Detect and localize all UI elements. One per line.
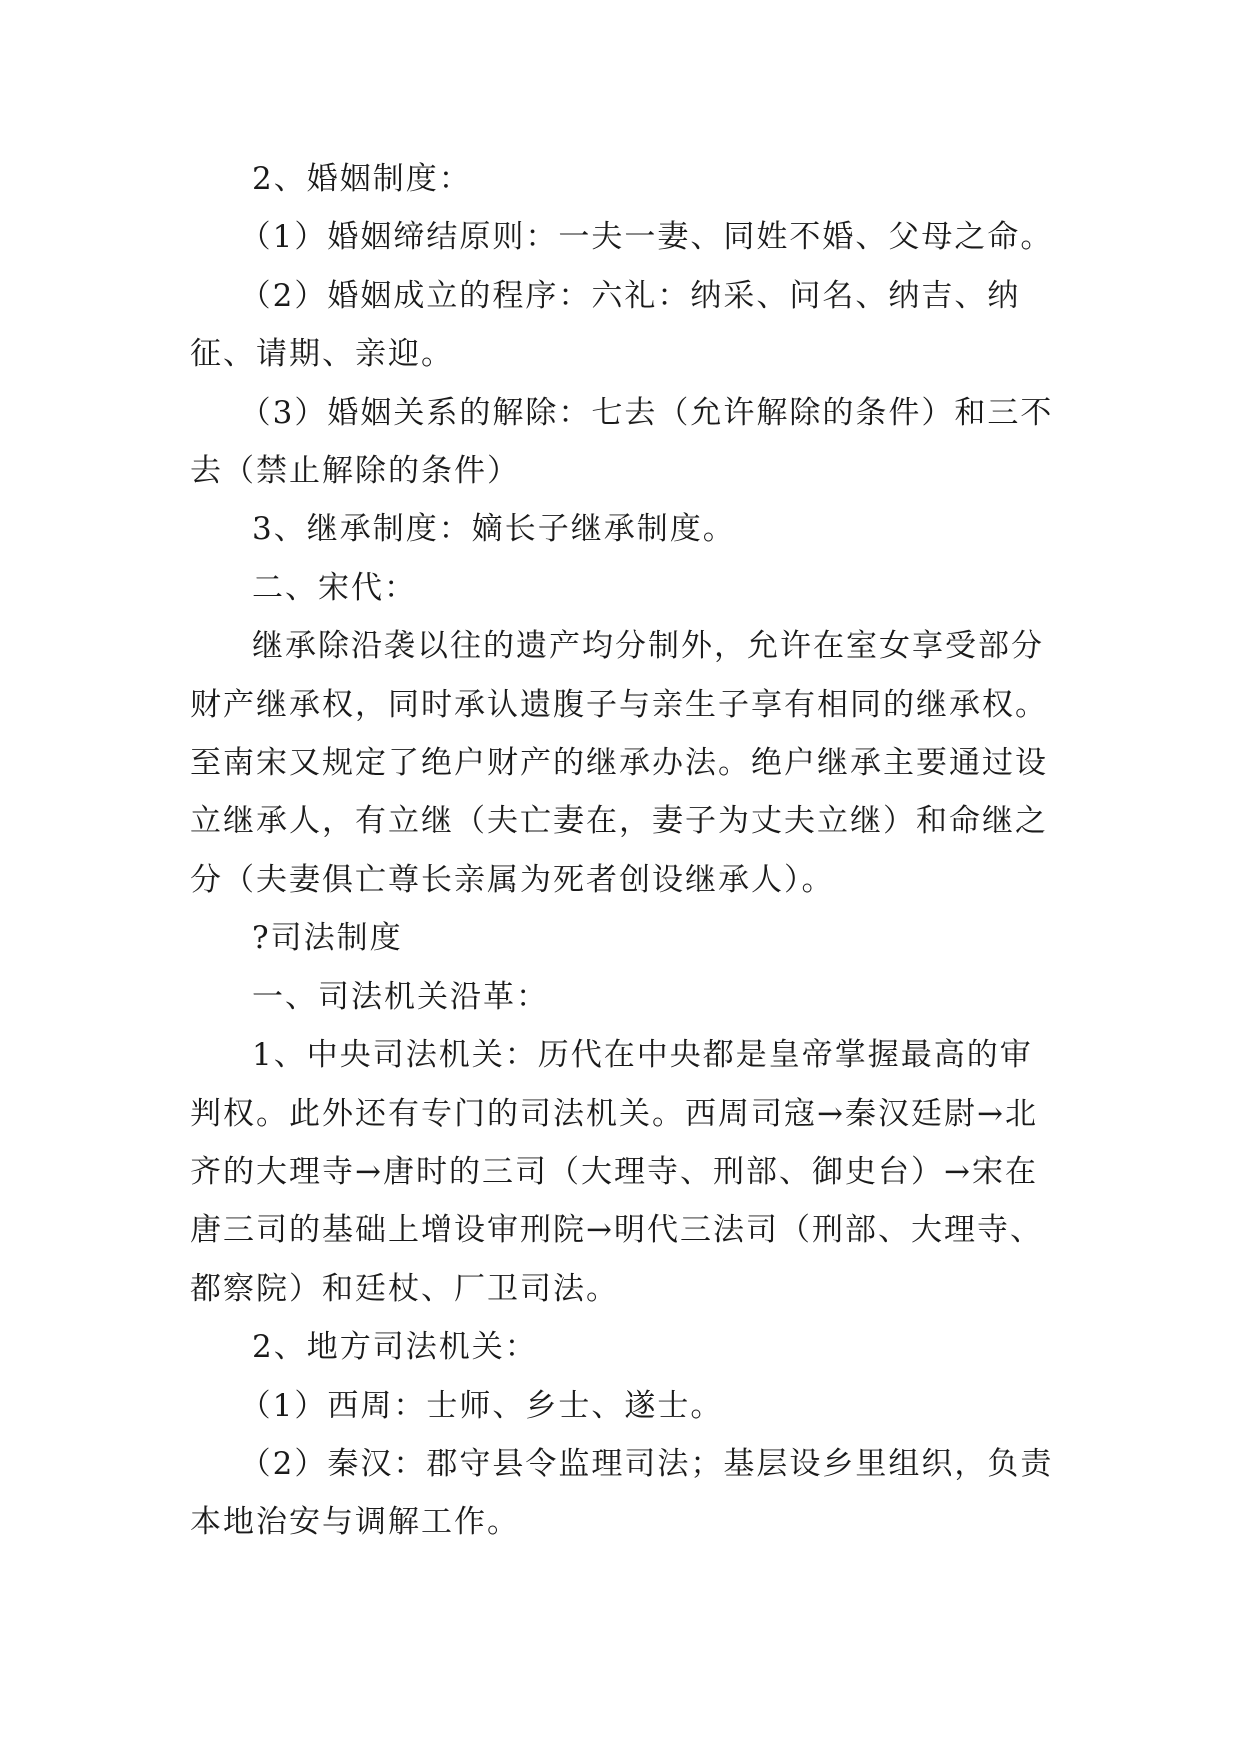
paragraph-western-zhou: （1）西周：士师、乡士、遂士。 bbox=[239, 1387, 724, 1424]
paragraph-judicial-organs-heading: 一、司法机关沿革： bbox=[252, 978, 549, 1015]
paragraph-song-dynasty-heading: 二、宋代： bbox=[252, 569, 417, 606]
paragraph-song-inheritance: 继承除沿袭以往的遗产均分制外，允许在室女享受部分财产继承权，同时承认遗腹子与亲生子享有相同的继承权。至南宋又规定了绝户财产的继承办法。绝户继承主要通过设立继承人，有立继（夫亡妻在，妻子为丈夫立继）和命继之分（夫妻俱亡尊长亲属为死者创设继承人）。 bbox=[190, 628, 1048, 898]
paragraph-marriage-procedure: （2）婚姻成立的程序：六礼：纳采、问名、纳吉、纳征、请期、亲迎。 bbox=[190, 277, 1021, 373]
paragraph-marriage-dissolution: （3）婚姻关系的解除：七去（允许解除的条件）和三不去（禁止解除的条件） bbox=[190, 394, 1054, 490]
paragraph-qin-han: （2）秦汉：郡守县令监理司法；基层设乡里组织，负责本地治安与调解工作。 bbox=[190, 1445, 1054, 1541]
document-body bbox=[190, 150, 1060, 1552]
paragraph-central-judicial-organs: 1、中央司法机关：历代在中央都是皇帝掌握最高的审判权。此外还有专门的司法机关。西周司寇→秦汉廷尉→北齐的大理寺→唐时的三司（大理寺、刑部、御史台）→宋在唐三司的基础上增设审刑院→明代三法司（刑部、大理寺、都察院）和廷杖、厂卫司法。 bbox=[190, 1037, 1043, 1307]
paragraph-marriage-principles: （1）婚姻缔结原则：一夫一妻、同姓不婚、父母之命。 bbox=[239, 219, 1054, 256]
paragraph-judicial-system-heading: ?司法制度 bbox=[252, 920, 403, 957]
paragraph-local-judicial-organs-heading: 2、地方司法机关： bbox=[252, 1329, 538, 1366]
paragraph-marriage-heading: 2、婚姻制度： bbox=[252, 161, 472, 197]
paragraph-inheritance-system: 3、继承制度：嫡长子继承制度。 bbox=[252, 511, 736, 548]
